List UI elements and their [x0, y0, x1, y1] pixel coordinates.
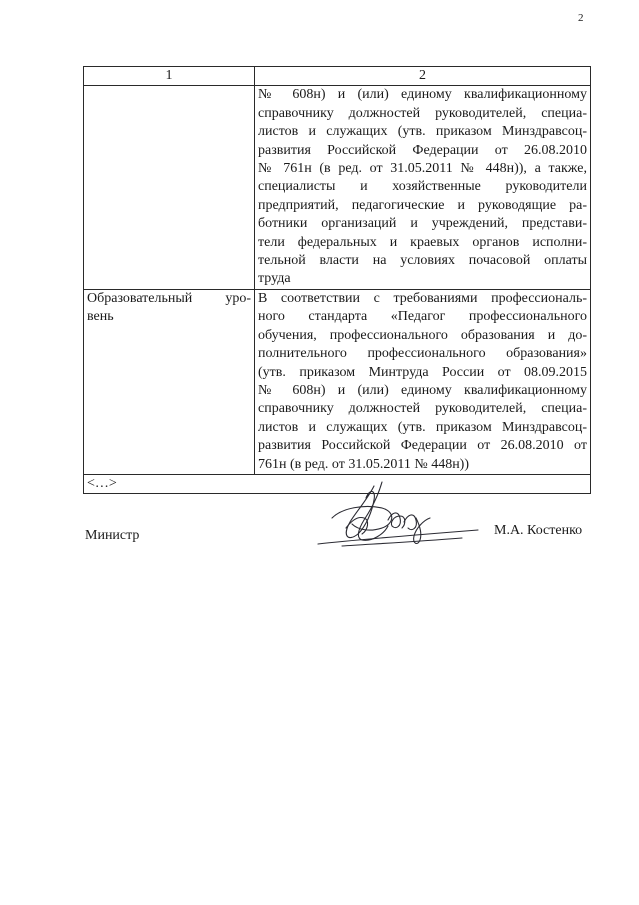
- signatory-position: Министр: [85, 528, 140, 543]
- continued-row-label: [84, 86, 255, 289]
- signatory-name: М.А. Костенко: [494, 523, 583, 538]
- page-number: 2: [578, 12, 584, 24]
- text-line: полнительного профессионального образования»: [258, 346, 587, 362]
- text-line: № 608н) и (или) единому квалификационному: [258, 382, 587, 398]
- signature-image: [312, 478, 482, 558]
- label-line: вень: [87, 309, 114, 325]
- table-header-row: [84, 67, 591, 86]
- text-line: развития Российской Федерации от 26.08.2010 от: [258, 438, 587, 454]
- table-row-continued: [84, 86, 591, 289]
- column-header-2: 2: [255, 67, 591, 86]
- text-line: развития Российской Федерации от 26.08.2010: [258, 142, 587, 158]
- continued-row-text: [255, 86, 591, 289]
- text-line: ботники организаций и учреждений, представи-: [258, 216, 587, 232]
- label-line: Образовательный уро-: [87, 290, 251, 306]
- text-line: В соответствии с требованиями профессиональ-: [258, 290, 587, 306]
- text-line: № 761н (в ред. от 31.05.2011 № 448н)), а также,: [258, 161, 587, 177]
- text-line: специалисты и хозяйственные руководители: [258, 179, 587, 195]
- text-line: справочнику должностей руководителей, специа-: [258, 105, 587, 121]
- text-line: (утв. приказом Минтруда России от 08.09.2015: [258, 364, 587, 380]
- text-line: предприятий, педагогические и руководящие ра-: [258, 197, 587, 213]
- column-header-1: 1: [84, 67, 255, 86]
- requirements-table: [83, 66, 591, 494]
- text-line: листов и служащих (утв. приказом Минздравсоц-: [258, 124, 587, 140]
- text-line: справочнику должностей руководителей, специа-: [258, 401, 587, 417]
- text-line: тели федеральных и краевых органов исполни-: [258, 234, 587, 250]
- text-line: листов и служащих (утв. приказом Минздравсоц-: [258, 419, 587, 435]
- text-line: ного стандарта «Педагог профессионального: [258, 309, 587, 325]
- text-line: обучения, профессионального образования и до-: [258, 327, 587, 343]
- text-line: тельной власти на условиях почасовой оплаты: [258, 253, 587, 269]
- education-level-label: [84, 289, 255, 474]
- text-line: № 608н) и (или) единому квалификационному: [258, 87, 587, 103]
- text-line: труда: [258, 271, 291, 287]
- text-line: 761н (в ред. от 31.05.2011 № 448н)): [258, 456, 470, 472]
- education-level-text: [255, 289, 591, 474]
- omission-marker: <…>: [84, 474, 591, 493]
- table-row-education-level: [84, 289, 591, 474]
